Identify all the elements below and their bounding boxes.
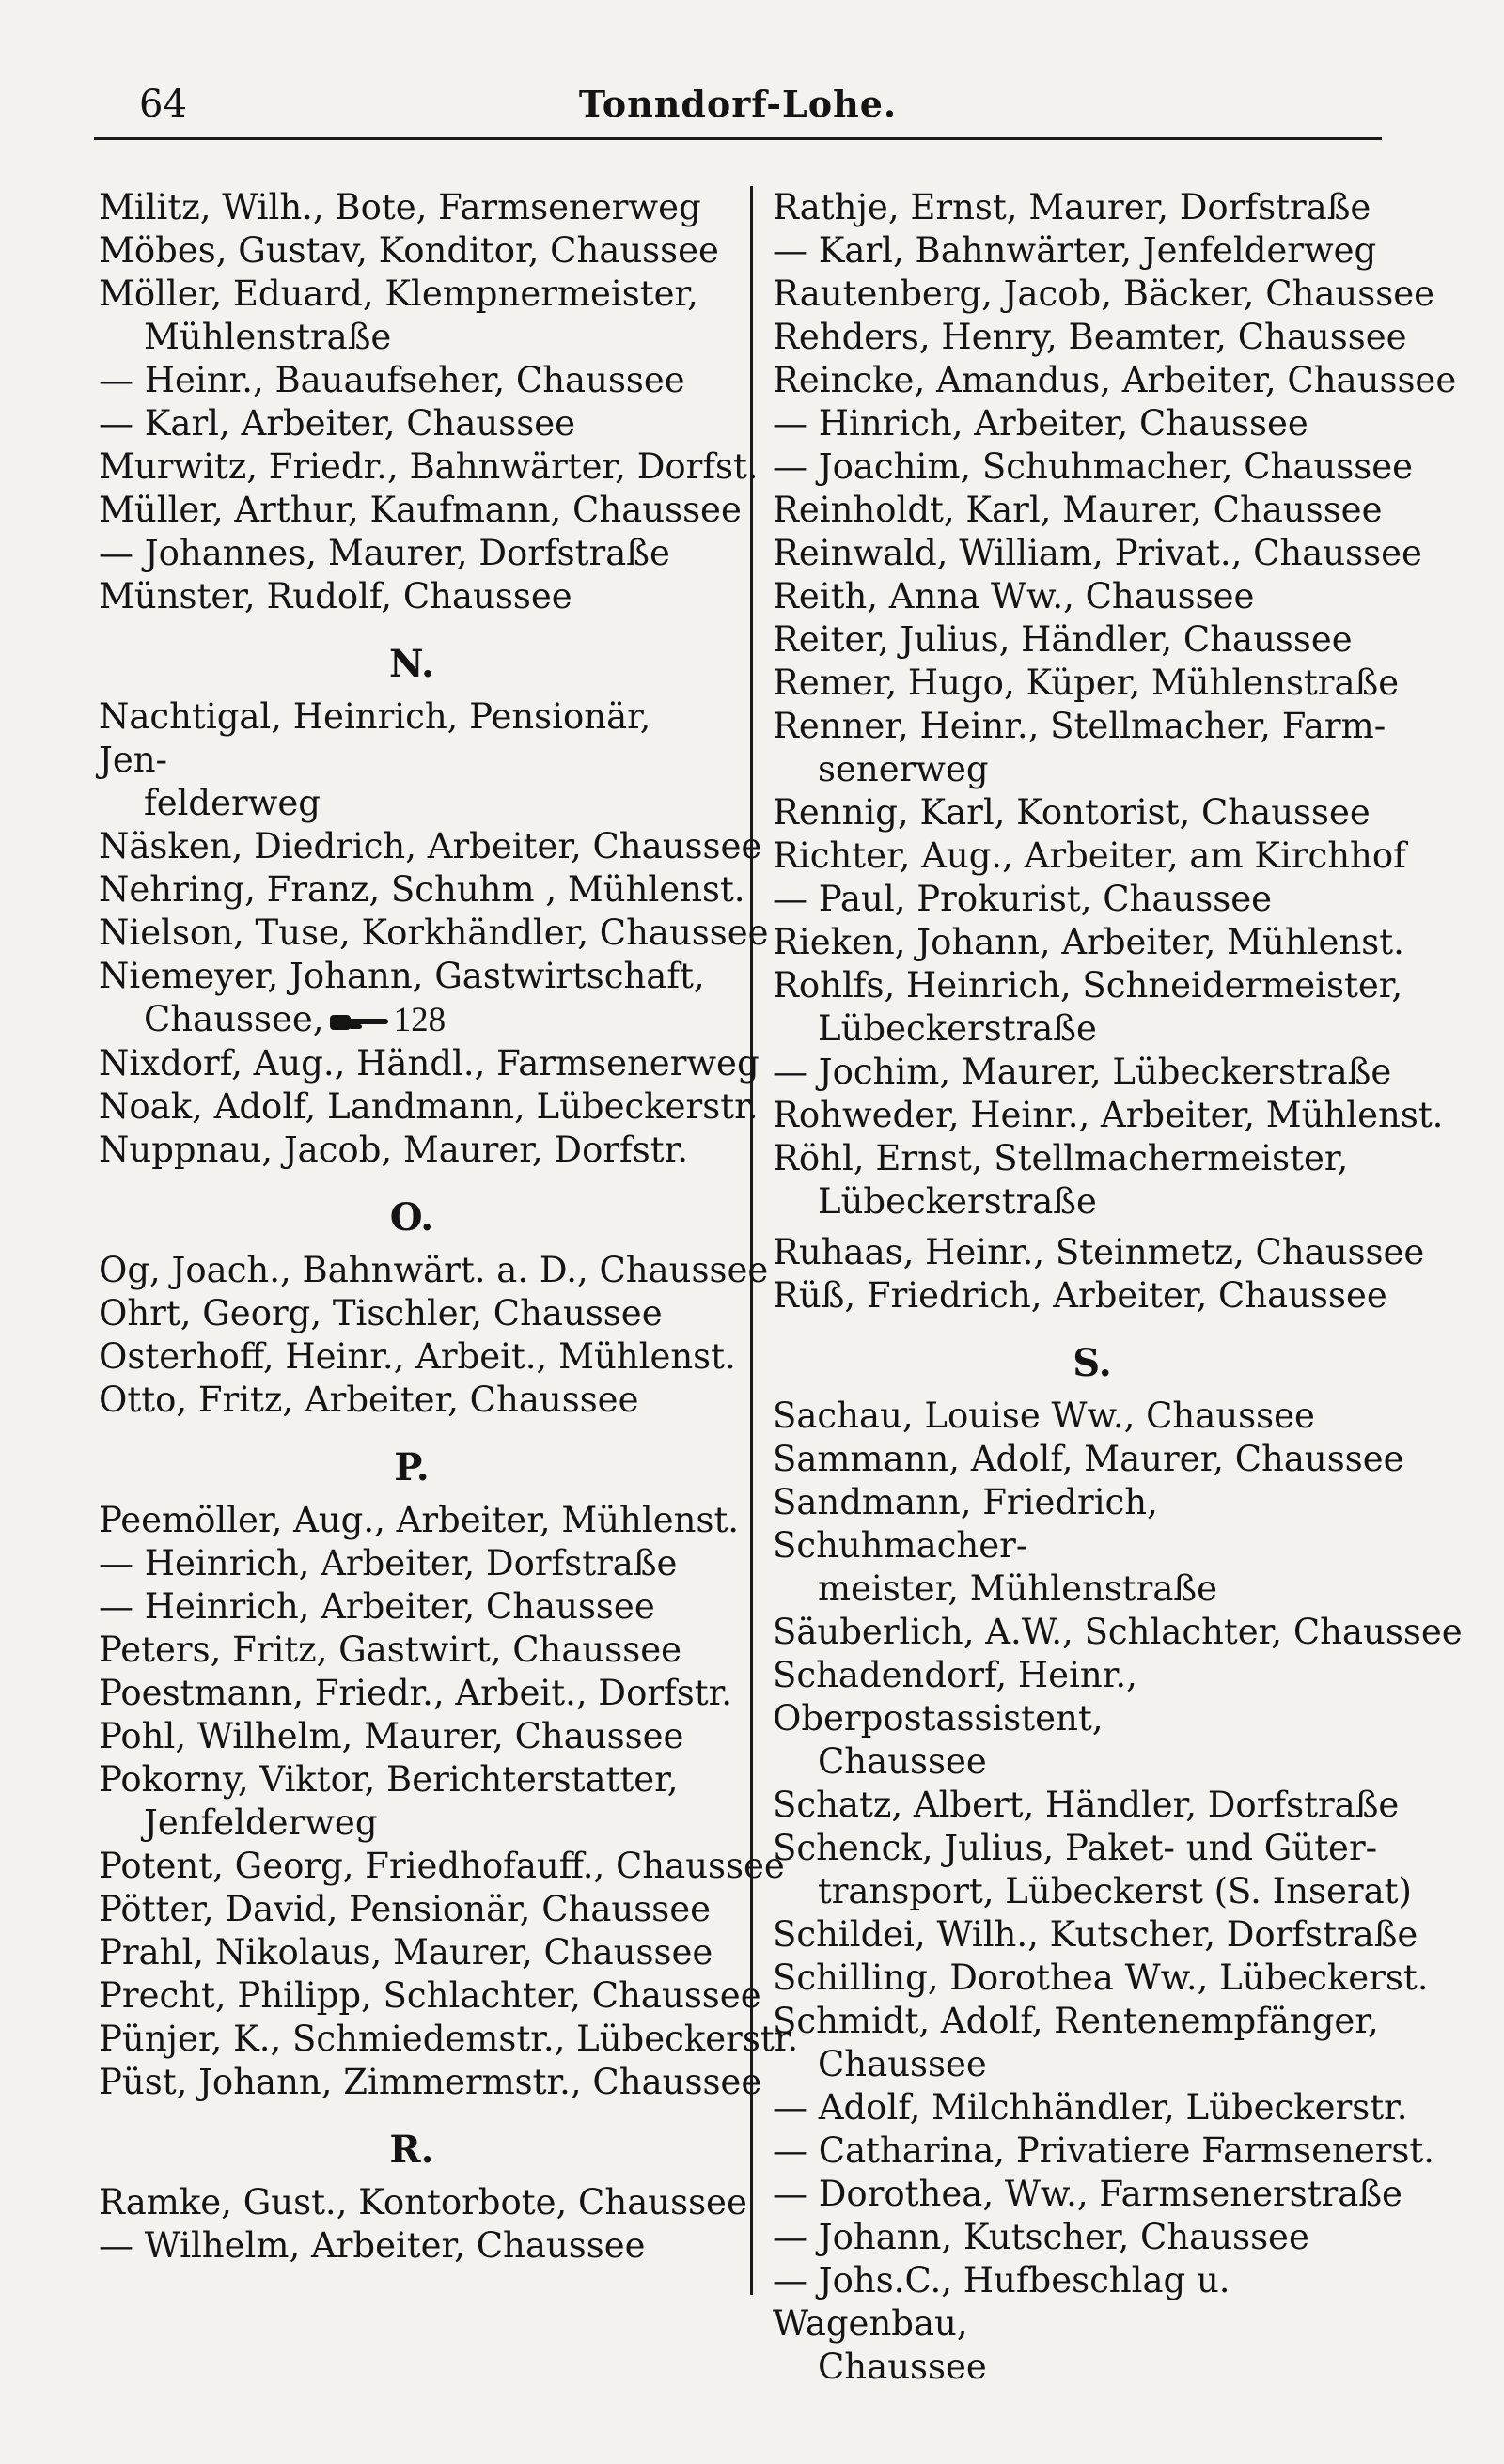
directory-entry [773, 186, 1412, 229]
entry-text: Remer, Hugo, Küper, Mühlenstraße [773, 663, 1400, 703]
entry-text: Potent, Georg, Friedhofauff., Chaussee [99, 1846, 785, 1886]
entry-text: — Adolf, Milchhändler, Lübeckerstr. [773, 2087, 1408, 2128]
entry-text: — Catharina, Privatiere Farmsenerst. [773, 2130, 1435, 2171]
directory-entry [773, 834, 1412, 878]
directory-entry [99, 868, 745, 912]
directory-entry [99, 229, 725, 273]
directory-entry [773, 618, 1412, 662]
entry-text: — Jochim, Maurer, Lübeckerstraße [773, 1052, 1392, 1092]
directory-entry [773, 878, 1412, 921]
entry-continuation [99, 1801, 725, 1845]
entry-text: Ruhaas, Heinr., Steinmetz, Chaussee [773, 1232, 1425, 1272]
entry-text: Nixdorf, Aug., Händl., Farmsenerweg [99, 1043, 760, 1084]
entry-text: Reith, Anna Ww., Chaussee [773, 576, 1255, 616]
entry-text: Pokorny, Viktor, Berichterstatter, [99, 1759, 679, 1800]
directory-entry [99, 359, 725, 402]
directory-entry [773, 2173, 1412, 2216]
entry-text: — Karl, Bahnwärter, Jenfelderweg [773, 230, 1377, 271]
directory-entry [773, 1957, 1429, 2000]
entry-text: — Johs.C., Hufbeschlag u. Wagenbau, [773, 2260, 1230, 2344]
directory-entry [773, 662, 1412, 705]
entry-text: Rennig, Karl, Kontorist, Chaussee [773, 792, 1371, 833]
directory-entry [99, 273, 725, 359]
entry-text: Pohl, Wilhelm, Maurer, Chaussee [99, 1716, 684, 1756]
directory-entry [99, 532, 725, 575]
directory-entry [773, 1395, 1412, 1438]
directory-entry [773, 229, 1412, 273]
directory-entry [773, 575, 1412, 618]
entry-text: Rautenberg, Jacob, Bäcker, Chaussee [773, 273, 1434, 314]
directory-entry [99, 1974, 761, 2018]
entry-text: — Johannes, Maurer, Dorfstraße [99, 533, 670, 573]
directory-entry [99, 1499, 740, 1542]
entry-continuation [773, 1567, 1412, 1611]
entry-text: Niemeyer, Johann, Gastwirtschaft, [99, 956, 705, 996]
section-letter: N. [389, 642, 434, 686]
directory-entry [99, 825, 762, 868]
directory-entry [773, 316, 1412, 359]
directory-entry [773, 489, 1412, 532]
directory-entry [773, 2086, 1412, 2129]
directory-entry [99, 186, 725, 229]
directory-entry [99, 2061, 762, 2104]
entry-text: Rohweder, Heinr., Arbeiter, Mühlenst. [773, 1095, 1444, 1135]
entry-text: Rieken, Johann, Arbeiter, Mühlenst. [773, 922, 1404, 962]
section-letter: O. [389, 1195, 434, 1240]
pointing-hand-icon [328, 1011, 390, 1034]
directory-entry [99, 445, 759, 489]
directory-entry [99, 402, 725, 445]
directory-entry [773, 359, 1457, 402]
entry-text: — Dorothea, Ww., Farmsenerstraße [773, 2174, 1402, 2214]
entry-text: Murwitz, Friedr., Bahnwärter, Dorfst. [99, 446, 759, 487]
directory-entry [773, 705, 1412, 791]
entry-text: — Hinrich, Arbeiter, Chaussee [773, 403, 1308, 444]
directory-entry [773, 1913, 1418, 1957]
entry-text: — Wilhelm, Arbeiter, Chaussee [99, 2225, 646, 2266]
directory-entry [99, 1758, 725, 1845]
entry-text: Näsken, Diedrich, Arbeiter, Chaussee [99, 826, 762, 866]
directory-entry [773, 2000, 1412, 2086]
page-number: 64 [139, 83, 187, 126]
directory-entry [99, 1931, 725, 1974]
entry-text: Noak, Adolf, Landmann, Lübeckerstr. [99, 1086, 759, 1127]
entry-text: Osterhoff, Heinr., Arbeit., Mühlenst. [99, 1336, 736, 1377]
directory-entry [773, 532, 1422, 575]
directory-entry [99, 912, 769, 955]
directory-entry [99, 695, 725, 825]
entry-text: Säuberlich, A.W., Schlachter, Chaussee [773, 1612, 1463, 1652]
entry-text: Rüß, Friedrich, Arbeiter, Chaussee [773, 1275, 1387, 1316]
directory-entry [773, 2216, 1412, 2259]
entry-continuation-text: Chaussee [818, 2347, 987, 2387]
directory-entry [773, 273, 1434, 316]
entry-continuation-text: Chaussee [818, 1741, 987, 1782]
directory-entry [99, 575, 725, 618]
directory-entry [773, 1231, 1425, 1274]
page-title: Tonndorf-Lohe. [578, 83, 898, 125]
entry-text: — Heinrich, Arbeiter, Dorfstraße [99, 1543, 678, 1583]
directory-entry [99, 2018, 799, 2061]
directory-entry [773, 402, 1412, 445]
entry-continuation-text: transport, Lübeckerst (S. Inserat) [817, 1871, 1412, 1911]
entry-text: — Johann, Kutscher, Chaussee [773, 2217, 1309, 2257]
directory-entry [773, 921, 1412, 964]
directory-entry [773, 1438, 1412, 1481]
directory-entry [773, 1481, 1412, 1611]
entry-text: — Paul, Prokurist, Chaussee [773, 879, 1273, 919]
entry-continuation-text: Chaussee [818, 2044, 987, 2084]
entry-continuation-text: Mühlenstraße [144, 317, 392, 357]
entry-text: Pünjer, K., Schmiedemstr., Lübeckerstr. [99, 2019, 799, 2059]
entry-continuation [99, 316, 725, 359]
entry-text: Ramke, Gust., Kontorbote, Chaussee [99, 2182, 747, 2222]
entry-continuation [99, 998, 725, 1042]
entry-continuation-text: Jenfelderweg [144, 1802, 378, 1843]
section-letter: P. [394, 1445, 430, 1489]
directory-entry [99, 1042, 760, 1085]
entry-continuation [773, 748, 1412, 791]
entry-text: Og, Joach., Bahnwärt. a. D., Chaussee [99, 1250, 769, 1290]
entry-text: Sachau, Louise Ww., Chaussee [773, 1396, 1315, 1436]
entry-text: Möller, Eduard, Klempnermeister, [99, 273, 698, 314]
entry-text: Schadendorf, Heinr., Oberpostassistent, [773, 1655, 1137, 1739]
entry-text: Poestmann, Friedr., Arbeit., Dorfstr. [99, 1673, 732, 1713]
entry-text: Schilling, Dorothea Ww., Lübeckerst. [773, 1957, 1429, 1998]
directory-entry [99, 1585, 725, 1629]
entry-text: Püst, Johann, Zimmermstr., Chaussee [99, 2062, 762, 2102]
entry-continuation-text: felderweg [144, 783, 321, 823]
directory-entry [99, 1672, 732, 1715]
entry-text: Peters, Fritz, Gastwirt, Chaussee [99, 1630, 682, 1670]
entry-text: Militz, Wilh., Bote, Farmsenerweg [99, 187, 701, 227]
entry-continuation [773, 1870, 1412, 1913]
directory-entry [773, 1051, 1412, 1094]
left-column [99, 186, 799, 2268]
entry-text: — Heinrich, Arbeiter, Chaussee [99, 1586, 655, 1627]
directory-entry [773, 1094, 1444, 1137]
entry-text: Prahl, Nikolaus, Maurer, Chaussee [99, 1932, 713, 1973]
entry-text: Precht, Philipp, Schlachter, Chaussee [99, 1975, 761, 2016]
entry-text: Reiter, Julius, Händler, Chaussee [773, 619, 1353, 660]
directory-entry [773, 964, 1412, 1051]
entry-continuation-text: Lübeckerstraße [818, 1181, 1097, 1222]
entry-text: Ohrt, Georg, Tischler, Chaussee [99, 1293, 663, 1333]
entry-text: Otto, Fritz, Arbeiter, Chaussee [99, 1380, 639, 1420]
entry-text: Rehders, Henry, Beamter, Chaussee [773, 317, 1407, 357]
directory-entry [773, 1611, 1463, 1654]
entry-text: Sammann, Adolf, Maurer, Chaussee [773, 1439, 1404, 1479]
entry-text: — Heinr., Bauaufseher, Chaussee [99, 360, 685, 400]
entry-text: Richter, Aug., Arbeiter, am Kirchhof [773, 835, 1406, 876]
entry-continuation-text: senerweg [818, 749, 989, 789]
entry-continuation-text: Lübeckerstraße [818, 1008, 1097, 1049]
entry-text: Röhl, Ernst, Stellmachermeister, [773, 1138, 1349, 1178]
entry-text: Peemöller, Aug., Arbeiter, Mühlenst. [99, 1500, 740, 1540]
directory-entry [99, 955, 725, 1042]
directory-entry [99, 1888, 725, 1931]
directory-entry [99, 1335, 736, 1379]
page-header [94, 75, 1382, 132]
entry-text: Nehring, Franz, Schuhm , Mühlenst. [99, 869, 745, 910]
entry-text: Schildei, Wilh., Kutscher, Dorfstraße [773, 1914, 1418, 1955]
entry-text: Reincke, Amandus, Arbeiter, Chaussee [773, 360, 1457, 400]
entry-text: Reinholdt, Karl, Maurer, Chaussee [773, 490, 1383, 530]
directory-entry [773, 1137, 1412, 1224]
directory-entry [99, 1292, 725, 1335]
directory-entry [99, 2224, 725, 2268]
directory-entry [99, 489, 742, 532]
section-letter: S. [1073, 1341, 1112, 1385]
entry-continuation [773, 1180, 1412, 1224]
entry-text: Rathje, Ernst, Maurer, Dorfstraße [773, 187, 1371, 227]
directory-entry [773, 2129, 1435, 2173]
directory-entry [99, 1129, 725, 1172]
entry-text: Renner, Heinr., Stellmacher, Farm- [773, 706, 1386, 746]
entry-continuation [99, 782, 725, 825]
entry-text: Rohlfs, Heinrich, Schneidermeister, [773, 965, 1403, 1006]
directory-entry [99, 1249, 769, 1292]
right-column-bottom [773, 1231, 1463, 2389]
directory-entry [99, 1845, 785, 1888]
entry-text: Müller, Arthur, Kaufmann, Chaussee [99, 490, 742, 530]
directory-entry [773, 1654, 1412, 1784]
section-letter: R. [389, 2128, 434, 2172]
directory-entry [773, 445, 1412, 489]
entry-text: Nuppnau, Jacob, Maurer, Dorfstr. [99, 1130, 688, 1170]
phone-number: 128 [393, 1001, 446, 1039]
entry-continuation [773, 2346, 1412, 2389]
right-column-top [773, 186, 1457, 1224]
directory-entry [99, 2181, 747, 2224]
directory-entry [773, 1784, 1412, 1827]
header-rule [94, 137, 1382, 140]
directory-entry [99, 1085, 759, 1129]
entry-text: — Joachim, Schuhmacher, Chaussee [773, 446, 1414, 487]
entry-text: Reinwald, William, Privat., Chaussee [773, 533, 1422, 573]
directory-entry [773, 1827, 1412, 1913]
entry-continuation-text: Chaussee, [144, 999, 324, 1039]
entry-text: Sandmann, Friedrich, Schuhmacher- [773, 1482, 1158, 1566]
entry-continuation [773, 1740, 1412, 1784]
directory-entry [99, 1715, 725, 1758]
directory-entry [773, 791, 1412, 834]
entry-continuation-text: meister, Mühlenstraße [818, 1568, 1218, 1609]
entry-text: Nachtigal, Heinrich, Pensionär, Jen- [99, 696, 651, 780]
directory-entry [773, 1274, 1412, 1318]
entry-text: Münster, Rudolf, Chaussee [99, 576, 572, 616]
entry-continuation [773, 2043, 1412, 2086]
entry-text: Schmidt, Adolf, Rentenempfänger, [773, 2001, 1379, 2041]
directory-entry [99, 1542, 725, 1585]
entry-text: Nielson, Tuse, Korkhändler, Chaussee [99, 912, 769, 953]
directory-entry [99, 1629, 725, 1672]
entry-continuation [773, 1007, 1412, 1051]
entry-text: Schenck, Julius, Paket- und Güter- [773, 1828, 1378, 1868]
entry-text: Möbes, Gustav, Konditor, Chaussee [99, 230, 719, 271]
entry-text: Pötter, David, Pensionär, Chaussee [99, 1889, 712, 1929]
entry-text: Schatz, Albert, Händler, Dorfstraße [773, 1785, 1400, 1825]
directory-entry [99, 1379, 725, 1422]
entry-text: — Karl, Arbeiter, Chaussee [99, 403, 576, 444]
directory-entry [773, 2259, 1412, 2389]
